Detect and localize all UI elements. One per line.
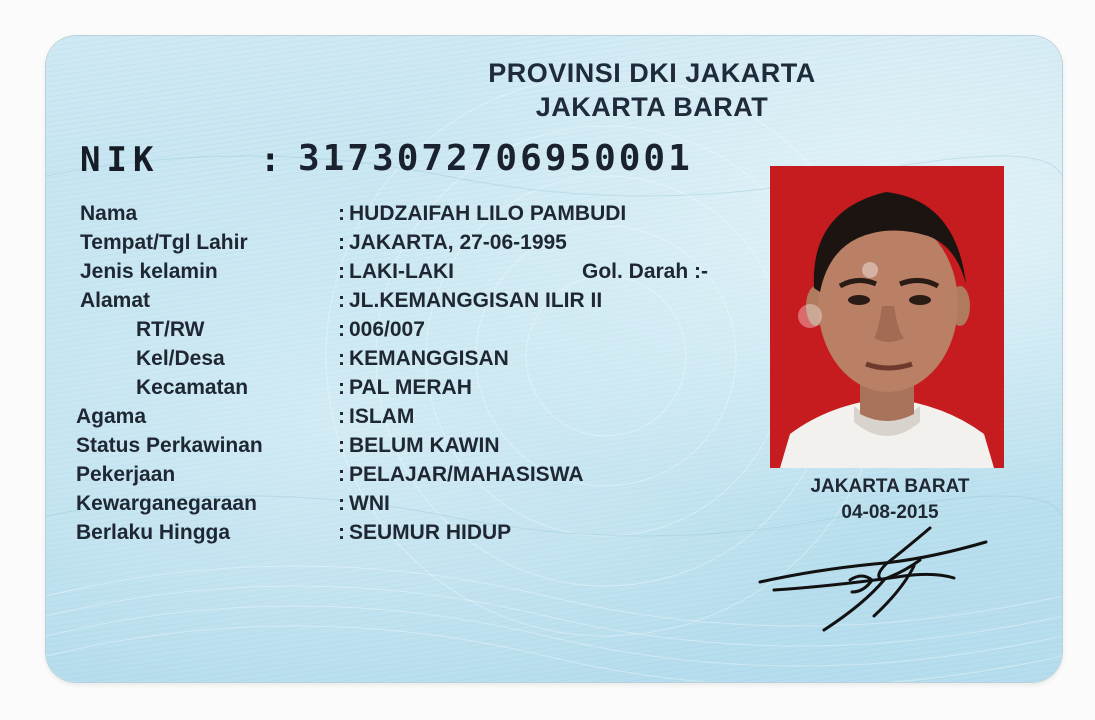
nik-number: 3173072706950001 [298,138,693,179]
issue-place: JAKARTA BARAT [810,476,970,497]
nik-separator: : [260,140,281,180]
id-card [46,36,1062,682]
portrait-photo-icon [770,166,1004,468]
field-label: Kel/Desa [136,347,225,370]
blood-type [582,260,708,284]
field-label: Jenis kelamin [80,260,218,283]
field-label: Kewarganegaraan [76,492,257,515]
city-title: JAKARTA BARAT [535,92,769,122]
blood-type-value: :- [694,260,709,283]
issue-date: 04-08-2015 [841,502,939,523]
field-label: RT/RW [136,318,205,341]
field-value: : JL.KEMANGGISAN ILIR II [338,289,602,313]
field-label: Nama [80,202,138,225]
field-value: : LAKI-LAKI [338,260,454,284]
province-title: PROVINSI DKI JAKARTA [488,58,816,88]
field-value: : HUDZAIFAH LILO PAMBUDI [338,202,626,226]
field-label: Berlaku Hingga [76,521,231,544]
signature-icon [754,520,994,640]
field-value: : JAKARTA, 27-06-1995 [338,231,567,255]
field-label: Kecamatan [136,376,249,399]
field-value: : SEUMUR HIDUP [338,521,511,545]
field-label: Tempat/Tgl Lahir [80,231,248,254]
field-value: : WNI [338,492,390,516]
nik-label: NIK [80,140,160,180]
field-value: : ISLAM [338,405,414,429]
field-label: Alamat [80,289,151,312]
portrait-photo [770,166,1004,468]
field-label: Status Perkawinan [76,434,263,457]
field-value: : KEMANGGISAN [338,347,509,371]
field-value: : 006/007 [338,318,425,342]
field-value: : PELAJAR/MAHASISWA [338,463,584,487]
field-value: : BELUM KAWIN [338,434,500,458]
field-label: Agama [76,405,147,428]
field-value: : PAL MERAH [338,376,472,400]
field-label: Pekerjaan [76,463,176,486]
blood-type-label: Gol. Darah [582,260,689,283]
